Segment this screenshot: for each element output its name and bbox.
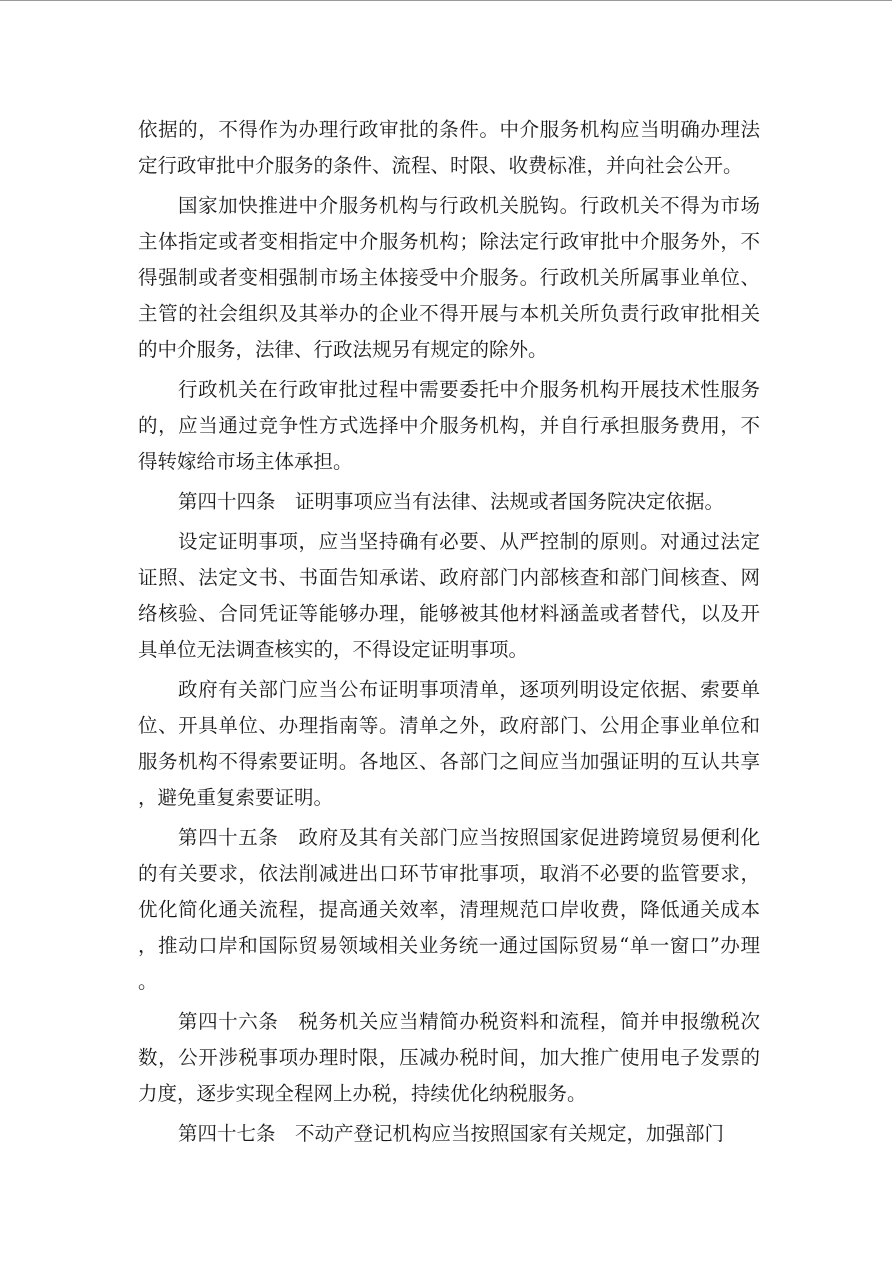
article-46: 第四十六条 税务机关应当精简办税资料和流程，简并申报缴税次数，公开涉税事项办理时限，压减办税时间，加大推广使用电子发票的力度，逐步实现全程网上办税，持续优化纳税服务。: [138, 1010, 760, 1105]
page-top-border: [0, 0, 892, 1]
article-47: 第四十七条 不动产登记机构应当按照国家有关规定，加强部门: [178, 1122, 725, 1145]
document-body: [138, 112, 760, 1156]
paragraph-2: 国家加快推进中介服务机构与行政机关脱钩。行政机关不得为市场主体指定或者变相指定中介服务机构；除法定行政审批中介服务外，不得强制或者变相强制市场主体接受中介服务。行政机关所属事业单位、主管的社会组织及其举办的企业不得开展与本机关所负责行政审批相关的中介服务，法律、行政法规另有规定的除外。: [138, 194, 760, 361]
paragraph-1: 依据的，不得作为办理行政审批的条件。中介服务机构应当明确办理法定行政审批中介服务的条件、流程、时限、收费标准，并向社会公开。: [138, 118, 760, 177]
paragraph-6: 政府有关部门应当公布证明事项清单，逐项列明设定依据、索要单位、开具单位、办理指南等。清单之外，政府部门、公用企事业单位和服务机构不得索要证明。各地区、各部门之间应当加强证明的互认共享，避免重复索要证明。: [138, 678, 760, 809]
paragraph-3: 行政机关在行政审批过程中需要委托中介服务机构开展技术性服务的，应当通过竞争性方式选择中介服务机构，并自行承担服务费用，不得转嫁给市场主体承担。: [138, 378, 760, 473]
article-45: 第四十五条 政府及其有关部门应当按照国家促进跨境贸易便利化的有关要求，依法削减进出口环节审批事项，取消不必要的监管要求，优化简化通关流程，提高通关效率，清理规范口岸收费，降低通关成本，推动口岸和国际贸易领域相关业务统一通过国际贸易“单一窗口”办理。: [138, 826, 760, 993]
article-44-heading: 第四十四条 证明事项应当有法律、法规或者国务院决定依据。: [178, 490, 725, 513]
paragraph-5: 设定证明事项，应当坚持确有必要、从严控制的原则。对通过法定证照、法定文书、书面告知承诺、政府部门内部核查和部门间核查、网络核验、合同凭证等能够办理，能够被其他材料涵盖或者替代，以及开具单位无法调查核实的，不得设定证明事项。: [138, 530, 760, 661]
